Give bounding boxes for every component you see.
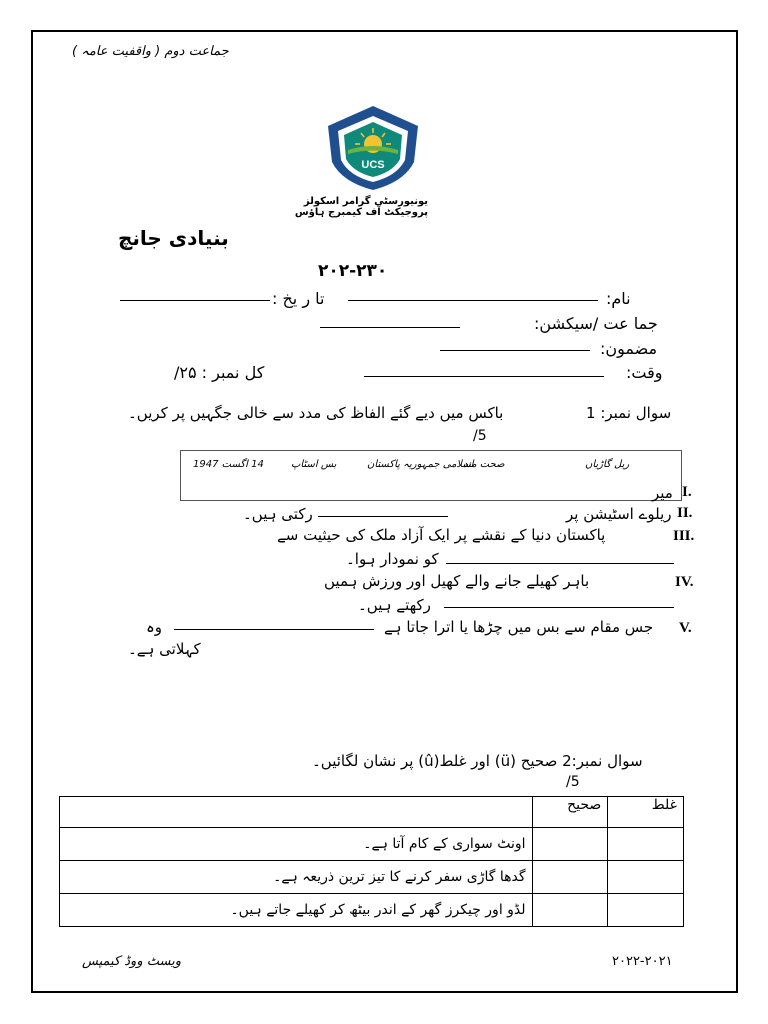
shield-emblem-icon <box>318 104 428 192</box>
table-header-row <box>60 797 684 828</box>
class-subject-header: جماعت دوم ( واقفیت عامہ ) <box>72 44 229 59</box>
q1-marks: /5 <box>473 428 487 444</box>
item-blank[interactable] <box>446 562 674 564</box>
total-marks-label: کل نمبر : ۲۵/ <box>174 363 265 382</box>
name-date-row <box>120 289 680 313</box>
item-blank[interactable] <box>174 628 374 630</box>
class-section-label: جما عت /سیکشن: <box>534 314 658 333</box>
time-label: وقت: <box>626 363 663 382</box>
q1-instruction: باکس میں دیے گئے الفاظ کی مدد سے خالی جگہیں پر کریں۔ <box>128 404 504 422</box>
table-row <box>60 861 684 894</box>
header-statement-cell <box>60 797 533 828</box>
item-number: I. <box>682 484 692 500</box>
word-item: 14 اگست 1947 <box>193 459 264 470</box>
item-text: ریلوے اسٹیشن پر <box>566 505 672 523</box>
q2-marks: /5 <box>566 774 580 790</box>
class-section-blank[interactable] <box>320 326 460 328</box>
logo-caption-line2: پروجیکٹ آف کیمبرج ہاؤس <box>294 207 428 218</box>
item-text2: کو نمودار ہوا۔ <box>346 550 439 568</box>
word-item: بس اسٹاپ <box>291 459 337 470</box>
wrong-mark-cell[interactable] <box>608 894 684 927</box>
academic-year: ۲۰۲-۲۳۰ <box>318 261 388 281</box>
item-text: پاکستان دنیا کے نقشے پر ایک آزاد ملک کی حیثیت سے <box>277 526 606 544</box>
item-number: II. <box>677 505 693 521</box>
item-text: باہر کھیلے جانے والے کھیل اور ورزش ہمیں <box>324 572 590 590</box>
correct-mark-cell[interactable] <box>532 861 608 894</box>
correct-mark-cell[interactable] <box>532 828 608 861</box>
word-item: ریل گاڑیاں <box>585 459 630 470</box>
statement-cell: اونٹ سواری کے کام آتا ہے۔ <box>60 828 533 861</box>
footer-campus: ویسٹ ووڈ کیمپس <box>82 954 181 969</box>
svg-text:UCS: UCS <box>361 159 385 171</box>
date-blank[interactable] <box>120 299 270 301</box>
subject-label: مضمون: <box>600 339 658 358</box>
item-text2: رکتی ہیں۔ <box>243 505 313 523</box>
word-item: صحت مند <box>463 459 505 470</box>
name-label: نام: <box>606 289 631 308</box>
item-text2: رکھتے ہیں۔ <box>358 596 431 614</box>
footer-session: ۲۰۲۲-۲۰۲۱ <box>612 954 673 969</box>
q1-number: سوال نمبر: 1 <box>586 404 672 422</box>
item-number: IV. <box>675 574 694 590</box>
table-row <box>60 828 684 861</box>
statement-cell: گدھا گاڑی سفر کرنے کا تیز ترین ذریعہ ہے۔ <box>60 861 533 894</box>
true-false-table <box>59 796 684 927</box>
subject-blank[interactable] <box>440 349 590 351</box>
logo-caption-line1: یونیورسٹی گرامر اسکولز <box>303 196 428 207</box>
correct-mark-cell[interactable] <box>532 894 608 927</box>
item-blank[interactable] <box>444 606 674 608</box>
school-logo <box>294 104 428 224</box>
item-text-end: وہ <box>146 618 163 636</box>
wrong-mark-cell[interactable] <box>608 861 684 894</box>
word-item: اسلامی جمہوریہ پاکستان <box>367 459 474 470</box>
item-text: میر <box>652 484 673 502</box>
item-text2: کہلاتی ہے۔ <box>128 640 201 658</box>
item-text: جس مقام سے بس میں چڑھا یا اترا جاتا ہے <box>384 618 654 636</box>
header-wrong: غلط <box>608 797 684 828</box>
statement-cell: لڈو اور چیکرز گھر کے اندر بیٹھ کر کھیلے جاتے ہیں۔ <box>60 894 533 927</box>
item-number: V. <box>679 620 692 636</box>
name-blank[interactable] <box>348 299 598 301</box>
subject-row <box>440 339 680 363</box>
wrong-mark-cell[interactable] <box>608 828 684 861</box>
time-marks-row <box>174 363 680 387</box>
header-correct: صحیح <box>532 797 608 828</box>
time-blank[interactable] <box>364 375 604 377</box>
table-row <box>60 894 684 927</box>
q2-instruction: سوال نمبر:2 صحیح (ü) اور غلط(û) پر نشان لگائیں۔ <box>312 752 643 770</box>
q1-items <box>0 480 768 670</box>
item-blank[interactable] <box>318 515 448 517</box>
page-title: بنیادی جانچ <box>118 226 229 250</box>
item-number: III. <box>673 528 695 544</box>
class-section-row <box>320 314 680 338</box>
date-label: تا ر یخ : <box>272 289 325 308</box>
